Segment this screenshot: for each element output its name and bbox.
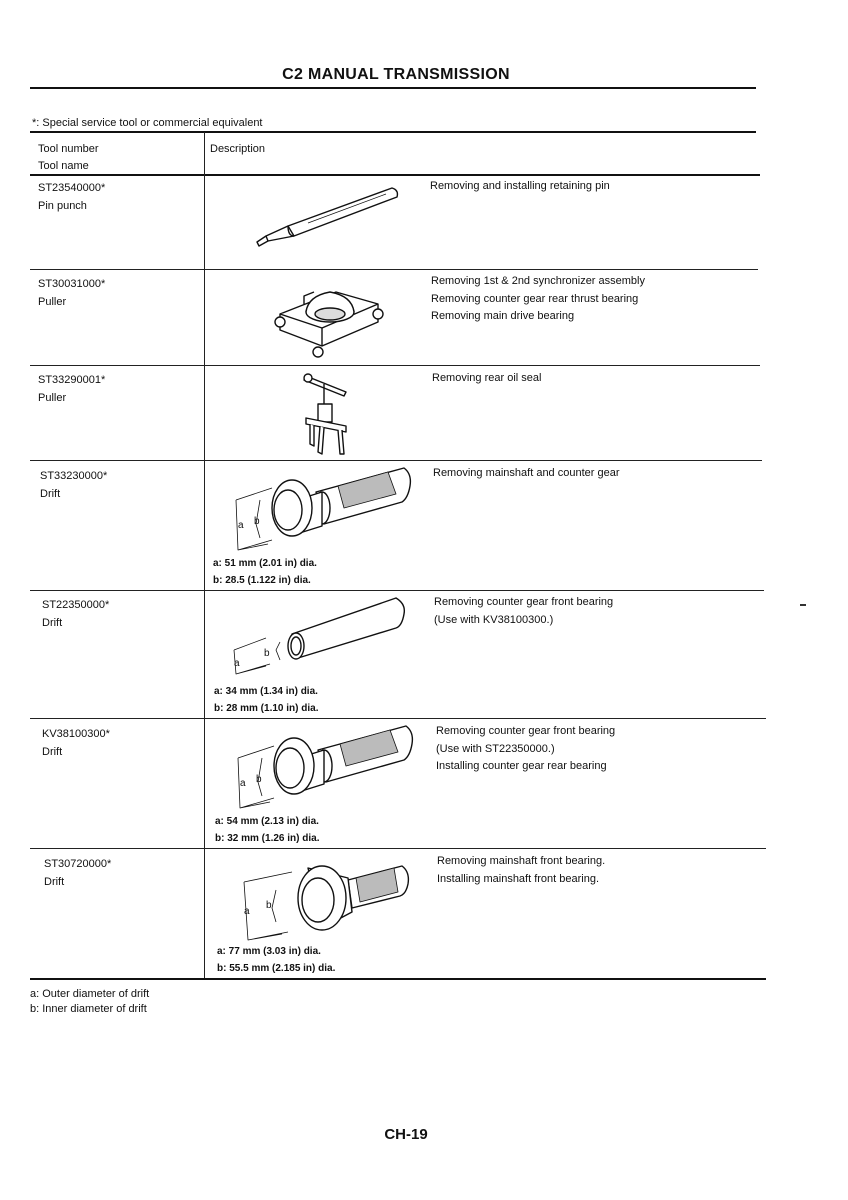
dimension-b: b: 28.5 (1.122 in) dia. [213, 574, 311, 586]
description-line: Removing counter gear front bearing [436, 725, 616, 737]
column-header-tool [38, 141, 99, 175]
dimension-a: a: 77 mm (3.03 in) dia. [217, 946, 321, 957]
tool-number: ST33230000* [40, 470, 108, 482]
tool-number: KV38100300* [42, 728, 110, 740]
tool-name: Puller [38, 392, 67, 404]
tool-number: ST30031000* [38, 278, 106, 290]
description [436, 723, 615, 776]
description [437, 853, 605, 888]
special-tool-note: *: Special service tool or commercial equivalent [32, 117, 263, 129]
dimensions [215, 814, 319, 847]
description-line: Removing 1st & 2nd synchronizer assembly [431, 275, 645, 287]
tube-drift-icon [226, 594, 412, 680]
tool-number: ST30720000* [44, 858, 112, 870]
dimensions [213, 556, 317, 589]
pin-punch-icon [248, 182, 408, 252]
page-title: C2 MANUAL TRANSMISSION [282, 66, 510, 83]
dimension-a: a: 51 mm (2.01 in) dia. [213, 558, 317, 569]
description-line: (Use with ST22350000.) [436, 742, 555, 755]
table-row-tool [40, 467, 107, 503]
legend-item-a: a: Outer diameter of drift [30, 988, 150, 1000]
svg-text:a: a [234, 658, 240, 669]
table-row-tool [38, 275, 105, 311]
description-line: Removing main drive bearing [431, 310, 575, 322]
legend [30, 987, 149, 1017]
table-top-rule [30, 131, 756, 133]
description-line: Removing rear oil seal [432, 372, 542, 384]
svg-text:a: a [240, 778, 246, 789]
description [430, 178, 610, 196]
description-line: Installing counter gear rear bearing [436, 760, 607, 772]
page-number: CH-19 [384, 1126, 428, 1143]
svg-text:a: a [244, 906, 250, 917]
tool-number: ST23540000* [38, 182, 106, 194]
description-line: Removing counter gear rear thrust bearing [431, 292, 639, 305]
description [431, 273, 645, 326]
row-divider [30, 848, 766, 849]
svg-text:b: b [264, 648, 270, 659]
dimension-b: b: 55.5 mm (2.185 in) dia. [217, 962, 336, 974]
description [432, 370, 541, 388]
tool-name: Drift [42, 617, 63, 629]
bearing-puller-icon [266, 274, 391, 362]
svg-text:b: b [254, 516, 260, 527]
description [433, 465, 620, 483]
table-row-tool [38, 371, 105, 407]
dimensions [217, 944, 335, 977]
column-header-tool-number: Tool number [38, 143, 99, 155]
tool-number: ST22350000* [42, 599, 110, 611]
dimension-b: b: 28 mm (1.10 in) dia. [214, 702, 319, 714]
table-row-tool [38, 179, 105, 215]
column-divider [204, 132, 205, 978]
column-header-tool-name: Tool name [38, 160, 89, 172]
dimension-a: a: 54 mm (2.13 in) dia. [215, 816, 319, 827]
tool-name: Drift [42, 746, 63, 758]
dimension-a: a: 34 mm (1.34 in) dia. [214, 686, 318, 697]
header-rule [30, 174, 760, 176]
description-line: (Use with KV38100300.) [434, 613, 554, 626]
scan-mark [800, 604, 806, 606]
legend-item-b: b: Inner diameter of drift [30, 1003, 147, 1015]
svg-text:b: b [266, 900, 272, 911]
title-rule [30, 87, 756, 89]
dimensions [214, 684, 318, 717]
description-line: Installing mainshaft front bearing. [437, 872, 600, 885]
tool-name: Drift [40, 488, 61, 500]
tool-name: Pin punch [38, 200, 87, 212]
row-divider [30, 269, 758, 270]
tool-name: Drift [44, 876, 65, 888]
description-line: Removing counter gear front bearing [434, 596, 614, 608]
table-row-tool [42, 725, 110, 761]
row-divider [30, 718, 766, 719]
row-divider [30, 365, 760, 366]
dimension-b: b: 32 mm (1.26 in) dia. [215, 832, 320, 844]
description [434, 594, 613, 629]
description-line: Removing mainshaft front bearing. [437, 855, 606, 867]
description-line: Removing and installing retaining pin [430, 180, 610, 192]
svg-text:b: b [256, 774, 262, 785]
oil-seal-puller-icon [296, 368, 358, 460]
table-row-tool [42, 596, 109, 632]
large-drift-icon [238, 852, 414, 946]
description-line: Removing mainshaft and counter gear [433, 467, 620, 479]
tool-number: ST33290001* [38, 374, 106, 386]
column-header-description: Description [210, 143, 266, 155]
row-divider [30, 590, 764, 591]
table-bottom-rule [30, 978, 766, 980]
row-divider [30, 460, 762, 461]
table-row-tool [44, 855, 111, 891]
stepped-drift-icon [228, 464, 414, 556]
tool-name: Puller [38, 296, 67, 308]
stepped-drift-icon [230, 722, 416, 814]
svg-text:a: a [238, 520, 244, 531]
